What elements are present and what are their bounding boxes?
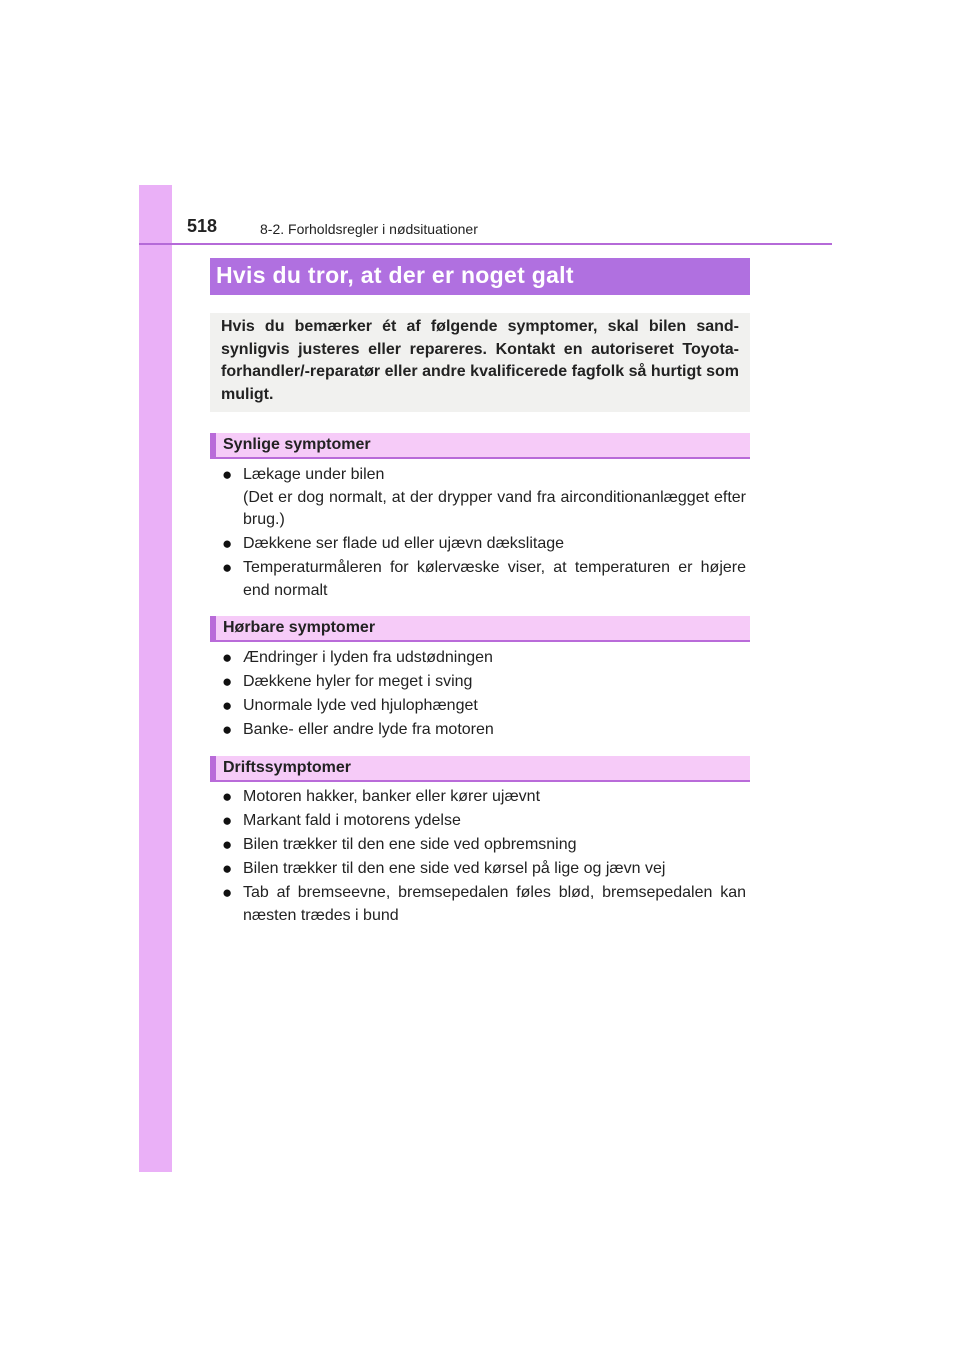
list-item-text: Motoren hakker, banker eller kører ujævnt [243, 788, 541, 805]
list-item-text: Unormale lyde ved hjulophænget [243, 697, 478, 714]
bullet-icon: ● [222, 558, 233, 578]
driving-symptoms-list [222, 786, 746, 929]
list-item-text: Dækkene hyler for meget i sving [243, 673, 473, 690]
header-divider [139, 243, 832, 245]
list-item [222, 858, 746, 881]
list-item-text: Dækkene ser flade ud eller ujævn dækslitage [243, 535, 565, 553]
visible-symptoms-list [222, 464, 746, 604]
list-item-text: Markant fald i motorens ydelse [243, 812, 461, 829]
intro-box [210, 313, 750, 412]
list-item [222, 695, 746, 718]
list-item-text: Bilen trækker til den ene side ved kørsel på lige og jævn vej [243, 860, 666, 877]
bullet-icon: ● [222, 859, 233, 878]
list-item [222, 671, 746, 694]
list-item [222, 810, 746, 833]
bullet-icon: ● [222, 883, 233, 902]
list-item [222, 834, 746, 857]
bullet-icon: ● [222, 787, 233, 806]
list-item [222, 533, 746, 556]
list-item [222, 557, 746, 602]
list-item-text: Temperaturmåleren for kølervæske viser, at temperaturen er højere end normalt [243, 559, 746, 600]
list-item-note: (Det er dog normalt, at der drypper vand fra airconditionanlægget efter brug.) [243, 488, 746, 529]
section-heading-driving: Driftssymptomer [210, 756, 750, 782]
section-heading-audible: Hørbare symptomer [210, 616, 750, 642]
list-item-text: Bilen trækker til den ene side ved opbremsning [243, 836, 577, 853]
list-item [222, 464, 746, 532]
bullet-icon: ● [222, 648, 233, 667]
bullet-icon: ● [222, 835, 233, 854]
bullet-icon: ● [222, 465, 233, 484]
section-reference: 8-2. Forholdsregler i nødsituationer [260, 221, 478, 237]
list-item-text: Ændringer i lyden fra udstødningen [243, 649, 493, 666]
bullet-icon: ● [222, 811, 233, 830]
chapter-side-tab [139, 185, 172, 1172]
list-item [222, 647, 746, 670]
intro-text: Hvis du bemærker ét af følgende symptomer, skal bilen sand-synligvis justeres eller repareres. Kontakt en autoriseret Toyota-forhandler/-reparatør eller andre kvalificerede fagfolk så hurtigt som muligt. [221, 318, 739, 404]
page-title: Hvis du tror, at der er noget galt [210, 258, 750, 295]
audible-symptoms-list [222, 647, 746, 743]
list-item [222, 719, 746, 742]
bullet-icon: ● [222, 534, 233, 554]
bullet-icon: ● [222, 672, 233, 691]
list-item [222, 786, 746, 809]
list-item-text: Lækage under bilen [243, 466, 385, 483]
page-number: 518 [187, 216, 218, 236]
list-item-text: Tab af bremseevne, bremsepedalen føles blød, bremsepedalen kan næsten trædes i bund [243, 884, 746, 924]
bullet-icon: ● [222, 720, 233, 739]
list-item-text: Banke- eller andre lyde fra motoren [243, 721, 494, 738]
section-heading-visible: Synlige symptomer [210, 433, 750, 459]
list-item [222, 882, 746, 927]
bullet-icon: ● [222, 696, 233, 715]
